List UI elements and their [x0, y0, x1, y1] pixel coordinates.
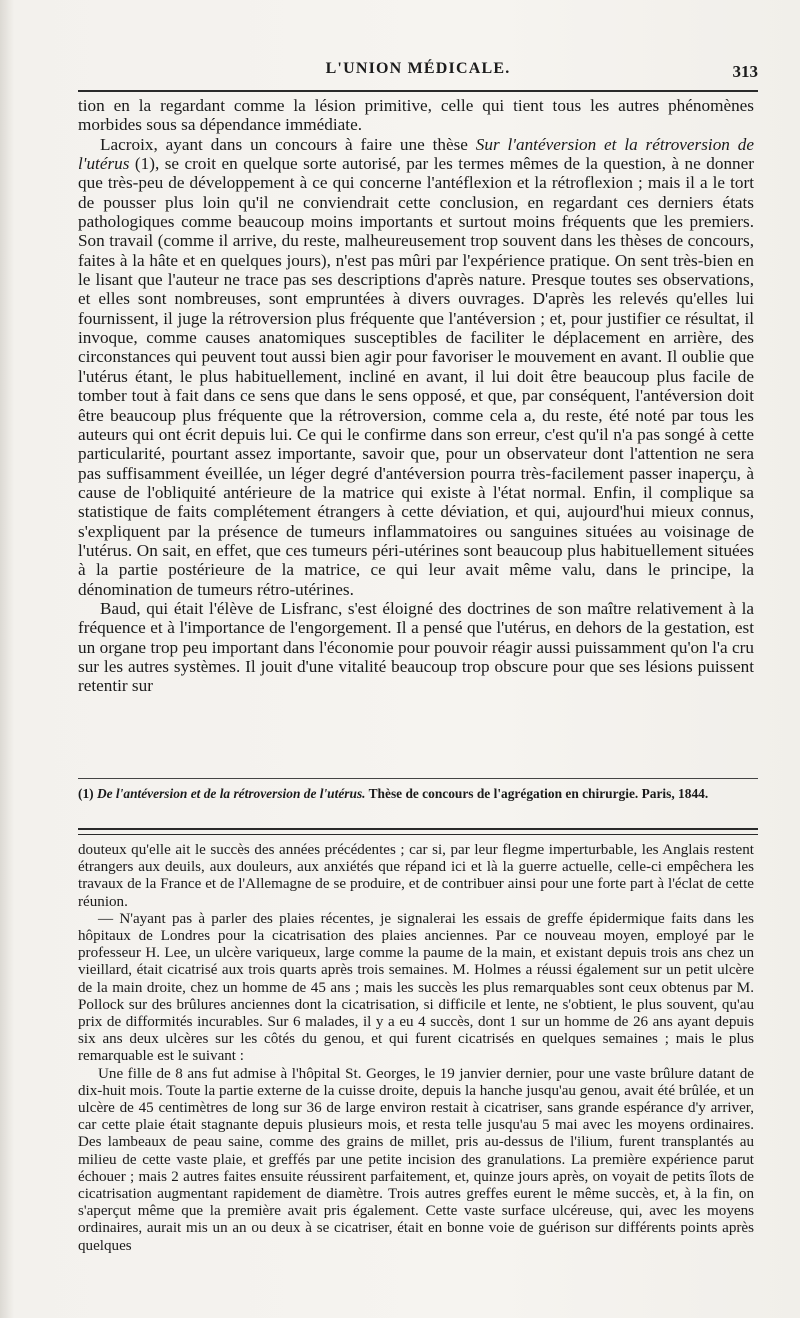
paragraph-lacroix [78, 135, 754, 599]
footnote [78, 786, 754, 802]
journal-title: L'UNION MÉDICALE. [325, 60, 511, 77]
section-separator [78, 828, 758, 830]
lower-column [78, 842, 754, 1255]
paragraph-baud: Baud, qui était l'élève de Lisfranc, s'est éloigné des doctrines de son maître relativement à la fréquence et à l'importance de l'engorgement. Il a pensé que l'utérus, en dehors de la gestation, est un organe trop peu important dans l'économie pour pouvoir réagir aussi puissamment qu'on l'a cru sur les autres systèmes. Il jouit d'une vitalité beaucoup trop obscure pour que ses lésions puissent retentir sur [78, 598, 754, 696]
footnote-title: De l'antéversion et de la rétroversion de l'utérus. [96, 786, 366, 801]
thesis-title: Sur l'antéversion et la rétroversion de l'utérus [78, 134, 754, 174]
paragraph-greffe: — N'ayant pas à parler des plaies récentes, je signalerai les essais de greffe épidermique faits dans les hôpitaux de Londres pour la cicatrisation des plaies anciennes. Par ce nouveau moyen, employé par le professeur H. Lee, un ulcère variqueux, large comme la paume de la main, et existant depuis trois ans chez un vieillard, était cicatrisé aux trois quarts après trois semaines. M. Holmes a réussi également sur un petit ulcère de la main droite, chez un homme de 45 ans ; mais les succès les plus remarquables sont ceux obtenus par M. Pollock sur des brûlures anciennes dont la cicatrisation, si difficile et lente, ne s'obtient, le plus souvent, qu'au prix de difformités incurables. Sur 6 malades, il y a eu 4 succès, dont 1 sur un homme de 26 ans ayant depuis six ans deux ulcères sur les côtés du genou, et qui furent cicatrisés en quelques semaines ; mais le plus remarquable est le suivant : [78, 910, 754, 1065]
paragraph-continuation: tion en la regardant comme la lésion primitive, celle qui tient tous les autres phénomènes morbides sous sa dépendance immédiate. [78, 96, 754, 135]
running-header [78, 60, 758, 86]
article-body [78, 96, 754, 696]
footnote-rule [78, 778, 758, 779]
section-separator-thin [78, 834, 758, 835]
paragraph-continuation-lower: douteux qu'elle ait le succès des années précédentes ; car si, par leur flegme imperturbable, les Anglais restent étrangers aux deuils, aux douleurs, aux anxiétés que répand ici et là la guerre actuelle, celle-ci empêchera les travaux de la France et de l'Allemagne de se produire, et de contribuer ainsi pour une forte part à l'éclat de cette réunion. [78, 842, 754, 910]
footnote-text: Thèse de concours de l'agrégation en chirurgie. Paris, 1844. [365, 786, 709, 801]
footnote-marker: (1) [78, 786, 97, 801]
paragraph-text: Lacroix, ayant dans un concours à faire une thèse [100, 134, 476, 154]
header-rule [78, 90, 758, 92]
paragraph-text: (1), se croit en quelque sorte autorisé, par les termes mêmes de la question, à ne donner que très-peu de développement à ce qui concerne l'antéflexion et la rétroflexion ; mais il a le tort de pousser plus loin qu'il ne conviendrait cette conclusion, en regardant ces derniers états pathologiques comme beaucoup moins importants et surtout moins fréquents que les premiers. Son travail (comme il arrive, du reste, malheureusement trop souvent dans les thèses de concours, faites à la hâte et en quelques jours), n'est pas mûri par l'expérience pratique. On sent très-bien en le lisant que l'auteur ne trace pas ses descriptions d'après nature. Presque toutes ses observations, et elles sont nombreuses, sont empruntées à divers ouvrages. D'après les relevés qu'elles lui fournissent, il juge la rétroversion plus fréquente que l'antéversion ; et, pour justifier ce résultat, il invoque, comme causes anatomiques susceptibles de faciliter le déplacement en arrière, des circonstances qui peuvent tout aussi bien agir pour favoriser le mouvement en avant. Il oublie que l'utérus étant, le plus habituellement, incliné en avant, il lui doit être beaucoup plus facile de tomber tout à fait dans ce sens que dans le sens opposé, et que, par conséquent, l'antéversion doit être beaucoup plus fréquente que la rétroversion, comme cela a, du reste, été noté par tous les auteurs qui ont écrit depuis lui. Ce qui le confirme dans son erreur, c'est qu'il n'a pas songé à cette particularité, pourtant assez importante, savoir que, pour un observateur dont l'attention ne sera pas suffisamment éveillée, un léger degré d'antéversion pourra très-facilement passer inaperçu, à cause de l'obliquité antérieure de la matrice qui existe à l'état normal. Enfin, il complique sa statistique de faits complétement étrangers à cette déviation, et qui, aujourd'hui mieux connus, s'expliquent par la présence de tumeurs inflammatoires ou sanguines situées au voisinage de l'utérus. On sait, en effet, que ces tumeurs péri-utérines sont beaucoup plus habituellement situées à la partie postérieure de la matrice, ce qui leur avait même valu, dans le principe, la dénomination de tumeurs rétro-utérines. [78, 154, 754, 599]
page-number: 313 [732, 62, 758, 81]
paragraph-case: Une fille de 8 ans fut admise à l'hôpital St. Georges, le 19 janvier dernier, pour une vaste brûlure datant de dix-huit mois. Toute la partie externe de la cuisse droite, depuis la hanche jusqu'au genou, avait été brûlée, et un ulcère de 45 centimètres de long sur 36 de large environ restait à cicatriser, sans grande espérance d'y arriver, car cette plaie était stagnante depuis plusieurs mois, et resta telle jusqu'au 5 mai avec les moyens ordinaires. Des lambeaux de peau saine, comme des grains de millet, pris au-dessus de l'ilium, furent transplantés au milieu de cette vaste plaie, et greffés par une petite incision des granulations. La première expérience parut échouer ; mais 2 autres faites ensuite réussirent parfaitement, et, quinze jours après, on voyait de petits îlots de cicatrisation augmentant rapidement de diamètre. Trois autres greffes eurent le même succès, et, à la fin, on s'aperçut même que la première avait pris également. Cette vaste surface ulcéreuse, qui, avec les moyens ordinaires, aurait mis un an ou deux à se cicatriser, était en bonne voie de guérison sur différents points après quelques [78, 1065, 754, 1254]
